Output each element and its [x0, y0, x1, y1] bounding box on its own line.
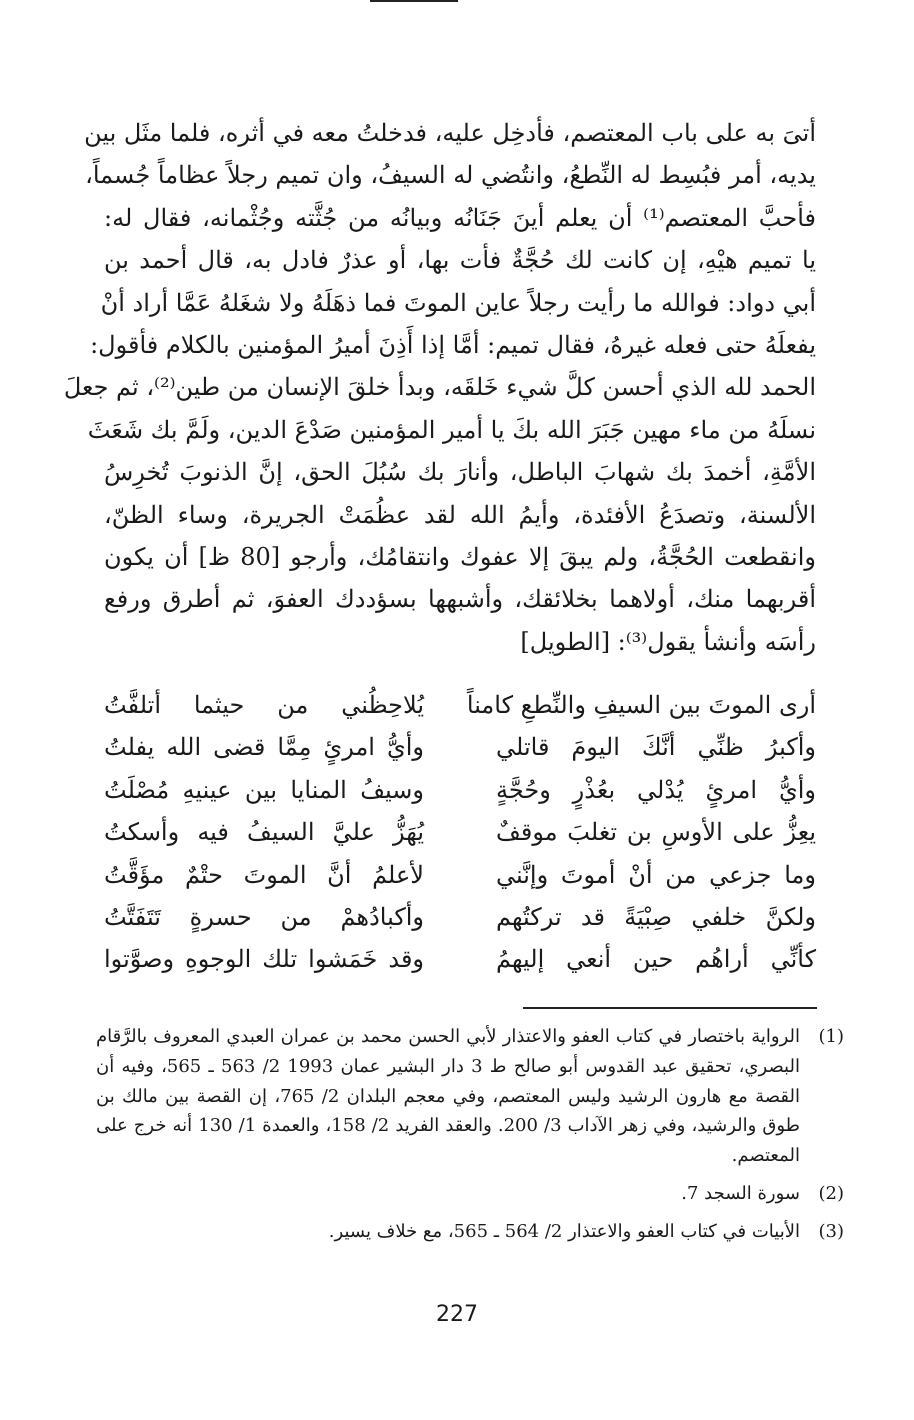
paragraph-line: أتىَ به على باب المعتصم، فأدخِل عليه، فدخلتُ معه في أثره، فلما مثَل بين — [84, 119, 816, 147]
page-number: 227 — [436, 1302, 478, 1327]
footnote — [96, 1217, 844, 1247]
footnote-separator — [523, 1007, 817, 1009]
header-rule — [370, 0, 458, 2]
verse-second-hemistich: لأعلمُ أنَّ الموتَ حتْمٌ مؤَقَّتُ — [104, 860, 424, 889]
footnotes — [96, 1022, 844, 1255]
paragraph-line: وانقطعت الحُجَّةُ، ولم يبقَ إلا عفوك وانتقامُك، وأرجو [80 ظ] أن يكون — [104, 543, 816, 572]
verse-first-hemistich: وأكبرُ ظنِّي أنَّكَ اليومَ قاتلي — [496, 733, 816, 762]
footnote-text: الرواية باختصار في كتاب العفو والاعتذار لأبي الحسن محمد بن عمران العبدي المعروف بالرَّقام البصري، تحقيق عبد القدوس أبو صالح ط 3 دار البشير عمان 1993 2/ 563 ـ 565، وفيه أن القصة مع هارون الرشيد وليس المعتصم، وفي معجم البلدان 2/ 765، إن القصة بين مالك بن طوق والرشيد، وفي زهر الآداب 3/ 200. والعقد الفريد 2/ 158، والعمدة 1/ 130 أنه خرج على المعتصم. — [96, 1026, 800, 1167]
poem-verse — [104, 938, 816, 980]
footnote-text: الأبيات في كتاب العفو والاعتذار 2/ 564 ـ 565، مع خلاف يسير. — [328, 1220, 800, 1242]
paragraph-line: الأمَّةِ، أخمدَ بك شهابَ الباطل، وأنارَ بك سُبُلَ الحق، إنَّ الذنوبَ تُخرِسُ — [104, 458, 816, 487]
verse-second-hemistich: وأكبادُهمْ من حسرةٍ تَتَفَتَّتُ — [104, 902, 424, 931]
verse-second-hemistich: وأيُّ امرئٍ مِمَّا قضى الله يفلتُ — [104, 733, 424, 762]
footnote — [96, 1179, 844, 1209]
footnote-number: (3) — [818, 1220, 844, 1242]
verse-first-hemistich: كأنِّي أراهُم حين أنعي إليهمُ — [496, 945, 816, 974]
paragraph-line: أبي دواد: فوالله ما رأيت رجلاً عاين الموتَ فما ذهَلَهُ ولا شغَلهُ عَمَّا أراد أنْ — [100, 288, 816, 317]
verse-second-hemistich: يُلاحِظُني من حيثما أتلفَّتُ — [104, 691, 424, 719]
paragraph-line: نسلَهُ من ماء مهين جَبَرَ الله بكَ يا أمير المؤمنين صَدْعَ الدين، ولَمَّ بك شَعَثَ — [87, 415, 816, 444]
verse-first-hemistich: ولكنَّ خلفي صِبْيَةً قد تركتُهم — [496, 902, 816, 931]
footnote-text: سورة السجد 7. — [681, 1182, 800, 1204]
paragraph-line: أقربهما منك، أولاهما بخلائقك، وأشبهها بسؤددك العفوَ، ثم أطرق ورفع — [104, 585, 816, 614]
verse-first-hemistich: وأيُّ امرئٍ يُدْلي بعُذْرٍ وحُجَّةٍ — [496, 775, 816, 804]
verse-first-hemistich: وما جزعي من أنْ أموتَ وإنَّني — [496, 860, 816, 889]
verse-first-hemistich: يعِزُّ على الأوسِ بن تغلبَ موقفٌ — [496, 818, 816, 847]
poem — [104, 684, 816, 981]
verse-second-hemistich: يُهَزُّ عليَّ السيفُ فيه وأسكتُ — [104, 818, 424, 847]
verse-second-hemistich: وسيفُ المنايا بين عينيهِ مُصْلَتُ — [104, 775, 424, 804]
footnote-number: (1) — [818, 1026, 844, 1047]
poem-verse — [104, 726, 816, 768]
verse-first-hemistich: أرى الموتَ بين السيفِ والنِّطعِ كامناً — [466, 691, 816, 719]
paragraph-line: فأحبَّ المعتصم⁽¹⁾ أن يعلم أينَ جَنَانُه وبيانُه من جُثَّته وجُثْمانه، فقال له: — [104, 203, 816, 232]
paragraph-line: الحمد لله الذي أحسن كلَّ شيء خَلقَه، وبدأ خلقَ الإنسان من طين⁽²⁾، ثم جعلَ — [63, 373, 816, 402]
paragraph-line: رأسَه وأنشأ يقول⁽³⁾: [الطويل] — [520, 627, 816, 656]
paragraph-line: الألسنة، وتصدَعُ الأفئدة، وأيمُ الله لقد عظُمَتْ الجريرة، وساء الظنّ، — [104, 500, 816, 529]
main-paragraph — [63, 112, 817, 663]
paragraph-line: يا تميم هيْهِ، إن كانت لك حُجَّةٌ فأت بها، أو عذرٌ فادل به، قال أحمد بن — [104, 246, 817, 275]
poem-verse — [104, 769, 816, 811]
footnote — [96, 1022, 844, 1171]
poem-verse — [104, 811, 816, 853]
poem-verse — [104, 896, 816, 938]
paragraph-line: يفعلَهُ حتى فعله غيرهُ، فقال تميم: أمَّا إذا أَذِنَ أميرُ المؤمنين بالكلام فأقول: — [90, 331, 816, 360]
verse-second-hemistich: وقد خَمَشوا تلك الوجوهِ وصوَّتوا — [104, 945, 424, 974]
footnote-number: (2) — [818, 1182, 844, 1204]
paragraph-line: يديه، أمر فبُسِط له النِّطعُ، وانتُضي له السيفُ، وان تميم رجلاً عظاماً جُسماً، — [85, 161, 816, 190]
poem-verse — [104, 684, 816, 726]
poem-verse — [104, 854, 816, 896]
